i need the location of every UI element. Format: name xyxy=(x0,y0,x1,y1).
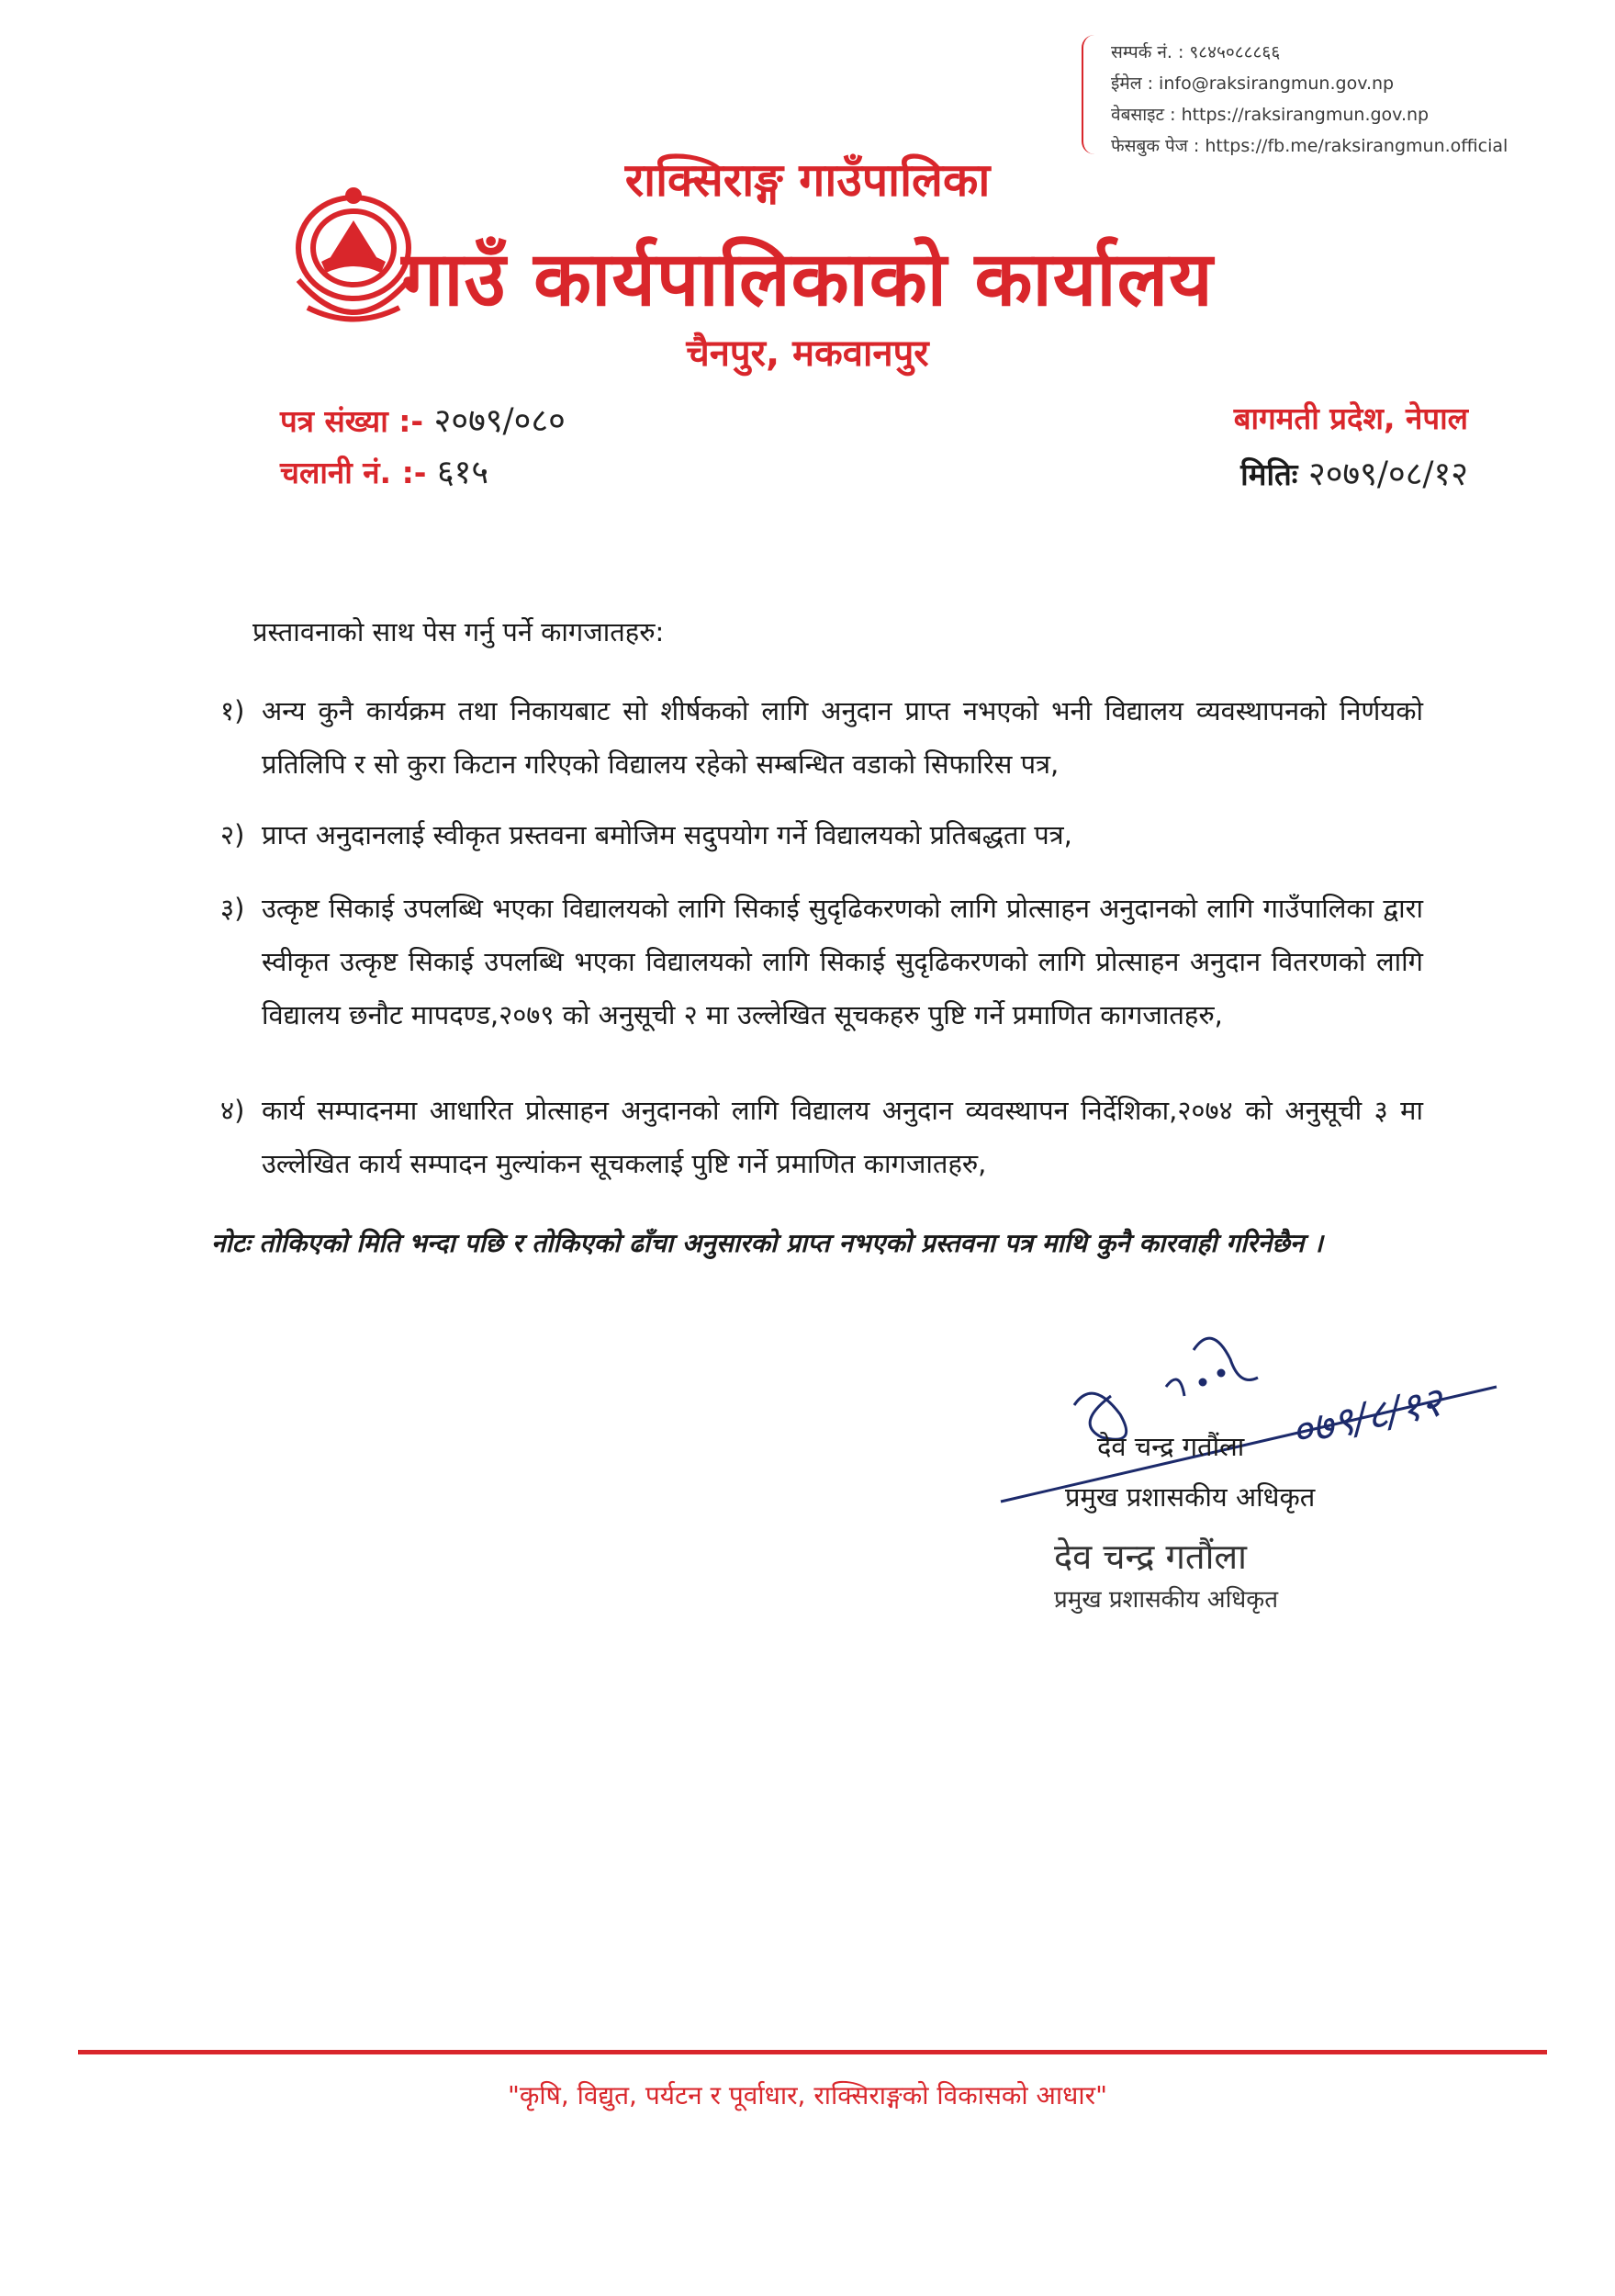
item-number: २) xyxy=(220,819,245,850)
handwritten-date: ०७९/८/१२ xyxy=(1286,1379,1447,1457)
chalani-number xyxy=(280,448,488,493)
item-number: ३) xyxy=(220,893,245,924)
item-text: अन्य कुनै कार्यक्रम तथा निकायबाट सो शीर्षकको लागि अनुदान प्राप्त नभएको भनी विद्यालय व्यवस्थापनको निर्णयको प्रतिलिपि र सो कुरा किटान गरिएको विद्यालय रहेको सम्बन्धित वडाको सिफारिस पत्र, xyxy=(262,695,1423,780)
date-label: मितिः xyxy=(1240,456,1308,492)
signatory-title: प्रमुख प्रशासकीय अधिकृत xyxy=(1065,1481,1316,1513)
stamp-title: प्रमुख प्रशासकीय अधिकृत xyxy=(1054,1586,1279,1614)
office-title: गाउँ कार्यपालिकाको कार्यालय xyxy=(401,236,1214,323)
contact-email: ईमेल : info@raksirangmun.gov.np xyxy=(1111,73,1395,94)
list-item xyxy=(220,1084,1423,1190)
signatory-name: देव चन्द्र गतौंला xyxy=(1097,1431,1245,1462)
letter-date xyxy=(1240,450,1468,495)
patra-value: २०७९/०८० xyxy=(433,402,566,440)
province-name: बागमती प्रदेश, नेपाल xyxy=(1233,400,1468,436)
stamp-name: देव चन्द्र गतौंला xyxy=(1054,1536,1248,1577)
contact-brace xyxy=(1082,35,1104,154)
list-item xyxy=(220,684,1423,791)
chalani-label: चलानी नं. :- xyxy=(280,455,437,490)
intro-text: प्रस्तावनाको साथ पेस गर्नु पर्ने कागजातहरु: xyxy=(252,616,665,647)
chalani-value: ६१५ xyxy=(436,454,489,491)
item-number: ४) xyxy=(220,1095,245,1126)
patra-sankhya xyxy=(280,397,566,442)
office-address: चैनपुर, मकवानपुर xyxy=(686,332,929,375)
item-text: कार्य सम्पादनमा आधारित प्रोत्साहन अनुदानको लागि विद्यालय अनुदान व्यवस्थापन निर्देशिका,२०७४ को अनुसूची ३ मा उल्लेखित कार्य सम्पादन मुल्यांकन सूचकलाई पुष्टि गर्ने प्रमाणित कागजातहरु, xyxy=(262,1095,1423,1179)
contact-block xyxy=(1111,37,1508,162)
note-text: नोटः तोकिएको मिति भन्दा पछि र तोकिएको ढाँचा अनुसारको प्राप्त नभएको प्रस्तवना पत्र माथि कुनै कारवाही गरिनेछैन । xyxy=(211,1228,1323,1258)
list-item xyxy=(220,808,1423,861)
contact-website: वेबसाइट : https://raksirangmun.gov.np xyxy=(1111,105,1430,125)
item-text: प्राप्त अनुदानलाई स्वीकृत प्रस्तवना बमोजिम सदुपयोग गर्ने विद्यालयको प्रतिबद्धता पत्र, xyxy=(262,819,1072,850)
footer-divider xyxy=(78,2050,1547,2054)
patra-label: पत्र संख्या :- xyxy=(280,403,434,439)
item-number: १) xyxy=(220,695,245,726)
municipality-name: राक्सिराङ्ग गाउँपालिका xyxy=(624,153,991,207)
item-text: उत्कृष्ट सिकाई उपलब्धि भएका विद्यालयको लागि सिकाई सुदृढिकरणको लागि प्रोत्साहन अनुदानको लागि गाउँपालिका द्वारा स्वीकृत उत्कृष्ट सिकाई उपलब्धि भएका विद्यालयको लागि सिकाई सुदृढिकरणको लागि प्रोत्साहन अनुदान वितरणको लागि विद्यालय छनौट मापदण्ड,२०७९ को अनुसूची २ मा उल्लेखित सूचकहरु पुष्टि गर्ने प्रमाणित कागजातहरु, xyxy=(262,893,1423,1030)
contact-facebook: फेसबुक पेज : https://fb.me/raksirangmun.official xyxy=(1111,136,1508,156)
contact-phone: सम्पर्क नं. : ९८४५०८८८६६ xyxy=(1111,42,1281,62)
list-item xyxy=(220,882,1423,1041)
footer-slogan: "कृषि, विद्युत, पर्यटन र पूर्वाधार, राक्सिराङ्गको विकासको आधार" xyxy=(508,2080,1107,2110)
date-value: २०७९/०८/१२ xyxy=(1307,456,1468,493)
